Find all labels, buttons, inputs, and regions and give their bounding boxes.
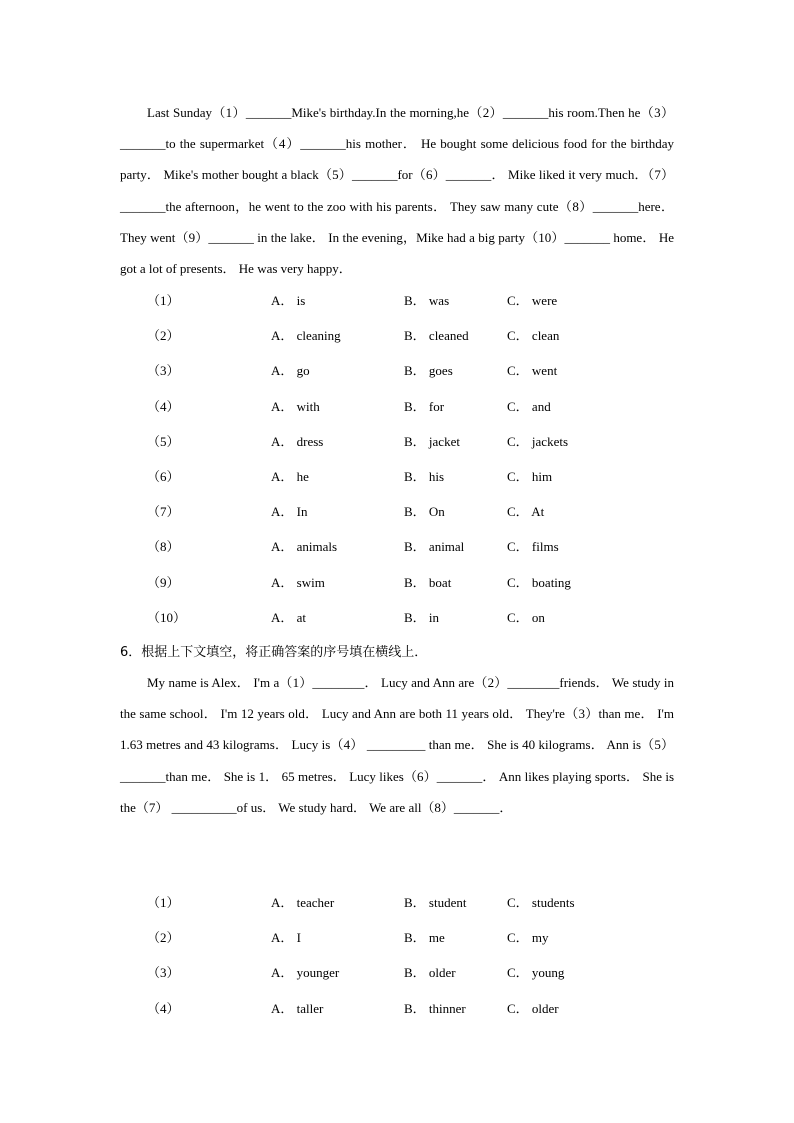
option-c: C． films — [507, 539, 559, 555]
option-a: A． I — [271, 930, 301, 946]
option-c: C． went — [507, 363, 558, 379]
option-b: B． animal — [404, 539, 465, 555]
option-b: B． cleaned — [404, 328, 469, 344]
option-c: C． young — [507, 965, 565, 981]
option-a: A． cleaning — [271, 328, 341, 344]
option-row — [0, 467, 794, 487]
option-b: B． jacket — [404, 433, 460, 449]
option-b: B． older — [404, 965, 456, 981]
question-6-heading: 6．根据上下文填空，将正确答案的序号填在横线上． — [120, 645, 428, 660]
option-b: B． goes — [404, 363, 453, 379]
passage-2-text: My name is Alex． I'm a（1）________． Lucy and Ann are（2）________friends． We study in the same school． I'm 12 years old． Lucy and Ann are both 11 years old． They're（3）than me． I'm 1.63 metres and 43 kilograms． Lucy is（4） _________ than me． She is 40 kilograms． Ann is（5）_______than me． She is 1． 65 metres． Lucy likes（6）_______． Ann likes playing sports． She is the（7） __________of us． We study hard． We are all（8）_______． — [120, 675, 674, 815]
option-b: B． in — [404, 609, 440, 625]
question-number: （4） — [147, 1000, 180, 1016]
option-b: B． thinner — [404, 1000, 466, 1016]
option-c: C． students — [507, 895, 575, 910]
option-row — [0, 291, 794, 311]
option-c: C． clean — [507, 328, 560, 344]
option-b: B． boat — [404, 574, 452, 590]
passage-2 — [120, 667, 674, 823]
option-a: A． go — [271, 363, 310, 379]
question-number: （1） — [147, 895, 180, 910]
option-c: C． boating — [507, 574, 571, 590]
question-number: （3） — [147, 363, 180, 379]
option-a: A． In — [271, 504, 308, 520]
option-row — [0, 928, 794, 948]
option-row — [0, 608, 794, 628]
option-row — [0, 963, 794, 983]
option-b: B． was — [404, 293, 450, 308]
option-a: A． animals — [271, 539, 338, 555]
option-row — [0, 326, 794, 346]
question-number: （10） — [147, 609, 187, 625]
option-a: A． dress — [271, 433, 324, 449]
option-c: C． my — [507, 930, 549, 946]
option-a: A． at — [271, 609, 307, 625]
question-number: （4） — [147, 398, 180, 414]
question-number: （1） — [147, 293, 180, 308]
option-b: B． his — [404, 469, 445, 484]
option-row — [0, 502, 794, 522]
question-number: （9） — [147, 574, 180, 590]
option-row — [0, 893, 794, 913]
passage-1 — [120, 97, 674, 284]
question-number: （8） — [147, 539, 180, 555]
option-b: B． On — [404, 504, 445, 520]
option-row — [0, 537, 794, 557]
option-b: B． student — [404, 895, 467, 910]
question-number: （3） — [147, 965, 180, 981]
option-a: A． swim — [271, 574, 325, 590]
question-number: （2） — [147, 930, 180, 946]
option-a: A． taller — [271, 1000, 324, 1016]
option-a: A． is — [271, 293, 306, 308]
option-b: B． me — [404, 930, 445, 946]
option-row — [0, 361, 794, 381]
option-c: C． on — [507, 609, 545, 625]
option-row — [0, 999, 794, 1019]
option-c: C． jackets — [507, 433, 569, 449]
option-c: C． older — [507, 1000, 559, 1016]
option-c: C． were — [507, 293, 558, 308]
option-a: A． younger — [271, 965, 340, 981]
option-row — [0, 397, 794, 417]
question-number: （2） — [147, 328, 180, 344]
option-b: B． for — [404, 398, 445, 414]
question-number: （6） — [147, 469, 180, 484]
option-c: C． and — [507, 398, 551, 414]
question-number: （5） — [147, 433, 180, 449]
option-a: A． teacher — [271, 895, 335, 910]
option-c: C． him — [507, 469, 553, 484]
option-c: C． At — [507, 504, 545, 520]
option-a: A． he — [271, 469, 309, 484]
option-row — [0, 573, 794, 593]
question-number: （7） — [147, 504, 180, 520]
option-row — [0, 432, 794, 452]
passage-1-text: Last Sunday（1）_______Mike's birthday.In the morning,he（2）_______his room.Then he（3）_______to the supermarket（4）_______his mother． He bought some delicious food for the birthday party． Mike's mother bought a black（5）_______for（6）_______． Mike liked it very much．（7）_______the afternoon，he went to the zoo with his parents． They saw many cute（8）_______here． They went（9）_______ in the lake． In the evening，Mike had a big party（10）_______ home． He got a lot of presents． He was very happy． — [120, 105, 674, 277]
option-a: A． with — [271, 398, 320, 414]
